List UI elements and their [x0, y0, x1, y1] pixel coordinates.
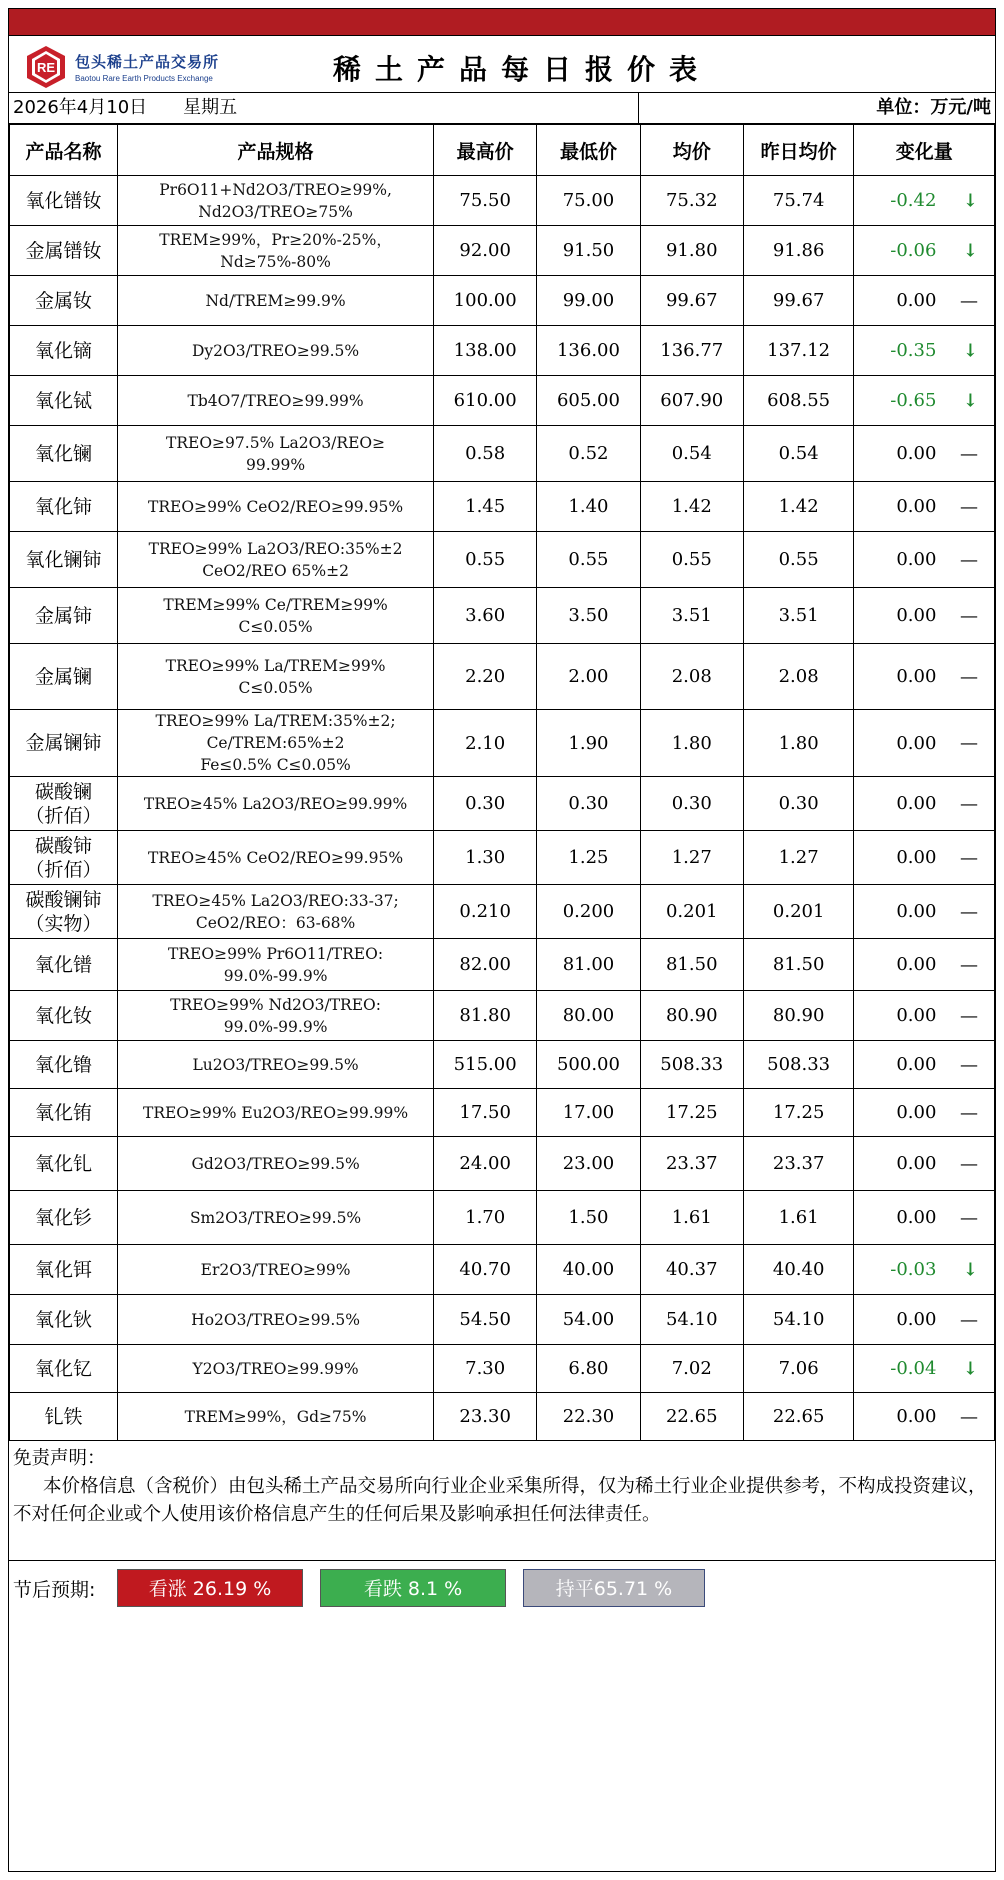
header-product-spec: 产品规格 — [118, 125, 434, 176]
change-cell — [854, 1089, 995, 1137]
avg-price-cell: 607.90 — [640, 376, 743, 426]
low-price-cell: 1.40 — [537, 482, 640, 532]
prev-avg-price-cell: 2.08 — [743, 644, 854, 710]
product-name-cell: 金属钕 — [10, 276, 118, 326]
low-price-cell: 6.80 — [537, 1345, 640, 1393]
table-row — [10, 831, 995, 885]
change-cell — [854, 588, 995, 644]
table-row — [10, 482, 995, 532]
change-value: 0.00 — [896, 732, 937, 754]
header-avg-price: 均价 — [640, 125, 743, 176]
change-value: 0.00 — [896, 549, 937, 570]
change-value: 0.00 — [896, 1054, 937, 1075]
flat-dash-icon: — — [960, 901, 978, 922]
change-value: 0.00 — [896, 954, 937, 975]
avg-price-cell: 7.02 — [640, 1345, 743, 1393]
low-price-cell: 40.00 — [537, 1245, 640, 1295]
table-row — [10, 885, 995, 939]
product-spec-cell: TREM≥99% Ce/TREM≥99% C≤0.05% — [118, 588, 434, 644]
change-value: 0.00 — [896, 1309, 937, 1330]
change-cell — [854, 1295, 995, 1345]
header-prev-avg-price: 昨日均价 — [743, 125, 854, 176]
product-spec-cell: TREO≥99% La/TREM≥99% C≤0.05% — [118, 644, 434, 710]
change-value: 0.00 — [896, 1005, 937, 1026]
high-price-cell: 54.50 — [434, 1295, 537, 1345]
flat-dash-icon: — — [960, 1102, 978, 1123]
product-spec-cell: Pr6O11+Nd2O3/TREO≥99%, Nd2O3/TREO≥75% — [118, 176, 434, 226]
product-spec-cell: Sm2O3/TREO≥99.5% — [118, 1191, 434, 1245]
down-arrow-icon: ↓ — [962, 190, 978, 211]
change-cell — [854, 777, 995, 831]
high-price-cell: 515.00 — [434, 1041, 537, 1089]
avg-price-cell: 1.42 — [640, 482, 743, 532]
prev-avg-price-cell: 1.42 — [743, 482, 854, 532]
table-row — [10, 777, 995, 831]
high-price-cell: 23.30 — [434, 1393, 537, 1441]
high-price-cell: 81.80 — [434, 991, 537, 1041]
product-name-cell: 氧化铈 — [10, 482, 118, 532]
product-spec-cell: TREO≥99% La2O3/REO:35%±2 CeO2/REO 65%±2 — [118, 532, 434, 588]
change-value: 0.00 — [896, 496, 937, 517]
change-cell — [854, 376, 995, 426]
prev-avg-price-cell: 7.06 — [743, 1345, 854, 1393]
product-spec-cell: TREO≥99% Eu2O3/REO≥99.99% — [118, 1089, 434, 1137]
header-high-price: 最高价 — [434, 125, 537, 176]
product-name-cell: 氧化镨 — [10, 939, 118, 991]
change-cell — [854, 226, 995, 276]
avg-price-cell: 0.201 — [640, 885, 743, 939]
high-price-cell: 75.50 — [434, 176, 537, 226]
price-table — [9, 124, 995, 1441]
avg-price-cell: 0.54 — [640, 426, 743, 482]
table-row — [10, 1295, 995, 1345]
avg-price-cell: 3.51 — [640, 588, 743, 644]
change-value: 0.00 — [896, 1102, 937, 1123]
flat-dash-icon: — — [960, 1406, 978, 1427]
change-value: 0.00 — [896, 1406, 937, 1427]
change-cell — [854, 1041, 995, 1089]
change-cell — [854, 532, 995, 588]
prev-avg-price-cell: 22.65 — [743, 1393, 854, 1441]
disclaimer-body: 本价格信息（含税价）由包头稀土产品交易所向行业企业采集所得，仅为稀土行业企业提供参考，不构成投资建议，不对任何企业或个人使用该价格信息产生的任何后果及影响承担任何法律责任。 — [13, 1476, 987, 1525]
prev-avg-price-cell: 80.90 — [743, 991, 854, 1041]
prev-avg-price-cell: 17.25 — [743, 1089, 854, 1137]
high-price-cell: 138.00 — [434, 326, 537, 376]
product-name-cell: 金属镧 — [10, 644, 118, 710]
table-row — [10, 176, 995, 226]
high-price-cell: 100.00 — [434, 276, 537, 326]
product-name-cell: 金属镨钕 — [10, 226, 118, 276]
change-value: -0.35 — [890, 340, 937, 361]
product-spec-cell: Dy2O3/TREO≥99.5% — [118, 326, 434, 376]
flat-dash-icon: — — [960, 793, 978, 814]
table-header-row — [10, 125, 995, 176]
change-cell — [854, 1245, 995, 1295]
high-price-cell: 1.45 — [434, 482, 537, 532]
prev-avg-price-cell: 23.37 — [743, 1137, 854, 1191]
flat-dash-icon: — — [960, 1005, 978, 1026]
product-spec-cell: Y2O3/TREO≥99.99% — [118, 1345, 434, 1393]
prev-avg-price-cell: 0.201 — [743, 885, 854, 939]
product-name-cell: 氧化镝 — [10, 326, 118, 376]
avg-price-cell: 17.25 — [640, 1089, 743, 1137]
product-name-cell: 碳酸铈 （折佰） — [10, 831, 118, 885]
high-price-cell: 24.00 — [434, 1137, 537, 1191]
prev-avg-price-cell: 81.50 — [743, 939, 854, 991]
down-arrow-icon: ↓ — [962, 1358, 978, 1379]
low-price-cell: 75.00 — [537, 176, 640, 226]
low-price-cell: 2.00 — [537, 644, 640, 710]
prev-avg-price-cell: 0.54 — [743, 426, 854, 482]
high-price-cell: 610.00 — [434, 376, 537, 426]
product-name-cell: 氧化铽 — [10, 376, 118, 426]
change-value: -0.03 — [890, 1259, 937, 1280]
logo-english-name: Baotou Rare Earth Products Exchange — [75, 74, 213, 83]
high-price-cell: 92.00 — [434, 226, 537, 276]
change-cell — [854, 426, 995, 482]
product-name-cell: 碳酸镧 （折佰） — [10, 777, 118, 831]
product-name-cell: 氧化镨钕 — [10, 176, 118, 226]
product-name-cell: 金属镧铈 — [10, 710, 118, 777]
avg-price-cell: 1.61 — [640, 1191, 743, 1245]
logo-chinese-name: 包头稀土产品交易所 — [75, 53, 220, 71]
disclaimer — [9, 1441, 995, 1561]
report-date: 2026年4月10日 — [13, 97, 148, 118]
table-row — [10, 1041, 995, 1089]
prev-avg-price-cell: 1.61 — [743, 1191, 854, 1245]
low-price-cell: 0.30 — [537, 777, 640, 831]
avg-price-cell: 136.77 — [640, 326, 743, 376]
low-price-cell: 0.200 — [537, 885, 640, 939]
table-row — [10, 1393, 995, 1441]
low-price-cell: 1.50 — [537, 1191, 640, 1245]
low-price-cell: 0.55 — [537, 532, 640, 588]
down-arrow-icon: ↓ — [962, 340, 978, 361]
prev-avg-price-cell: 54.10 — [743, 1295, 854, 1345]
avg-price-cell: 22.65 — [640, 1393, 743, 1441]
down-arrow-icon: ↓ — [962, 240, 978, 261]
change-cell — [854, 939, 995, 991]
forecast-down-badge: 看跌 8.1 % — [320, 1569, 506, 1607]
flat-dash-icon: — — [960, 1054, 978, 1075]
high-price-cell: 17.50 — [434, 1089, 537, 1137]
prev-avg-price-cell: 40.40 — [743, 1245, 854, 1295]
logo-mark: RE — [36, 60, 56, 75]
change-value: 0.00 — [896, 847, 937, 868]
high-price-cell: 0.30 — [434, 777, 537, 831]
product-name-cell: 氧化钬 — [10, 1295, 118, 1345]
product-spec-cell: TREO≥45% CeO2/REO≥99.95% — [118, 831, 434, 885]
prev-avg-price-cell: 1.80 — [743, 710, 854, 777]
prev-avg-price-cell: 0.55 — [743, 532, 854, 588]
avg-price-cell: 54.10 — [640, 1295, 743, 1345]
low-price-cell: 1.25 — [537, 831, 640, 885]
header-product-name: 产品名称 — [10, 125, 118, 176]
avg-price-cell: 1.80 — [640, 710, 743, 777]
flat-dash-icon: — — [960, 290, 978, 311]
forecast-row — [9, 1561, 995, 1615]
change-value: 0.00 — [896, 1207, 937, 1228]
down-arrow-icon: ↓ — [962, 1259, 978, 1280]
top-red-bar — [9, 9, 995, 36]
product-spec-cell: TREO≥99% La/TREM:35%±2; Ce/TREM:65%±2 Fe≤0.5% C≤0.05% — [118, 710, 434, 777]
flat-dash-icon: — — [960, 954, 978, 975]
product-spec-cell: Nd/TREM≥99.9% — [118, 276, 434, 326]
avg-price-cell: 81.50 — [640, 939, 743, 991]
forecast-flat-badge: 持平65.71 % — [523, 1569, 705, 1607]
product-name-cell: 氧化镥 — [10, 1041, 118, 1089]
product-name-cell: 氧化钕 — [10, 991, 118, 1041]
low-price-cell: 81.00 — [537, 939, 640, 991]
forecast-up-badge: 看涨 26.19 % — [117, 1569, 303, 1607]
product-name-cell: 氧化镧 — [10, 426, 118, 482]
table-row — [10, 710, 995, 777]
title-row — [9, 36, 995, 93]
flat-dash-icon: — — [960, 732, 978, 754]
high-price-cell: 1.30 — [434, 831, 537, 885]
avg-price-cell: 80.90 — [640, 991, 743, 1041]
high-price-cell: 82.00 — [434, 939, 537, 991]
prev-avg-price-cell: 75.74 — [743, 176, 854, 226]
low-price-cell: 136.00 — [537, 326, 640, 376]
table-row — [10, 644, 995, 710]
product-spec-cell: TREO≥99% Nd2O3/TREO: 99.0%-99.9% — [118, 991, 434, 1041]
table-row — [10, 532, 995, 588]
change-cell — [854, 710, 995, 777]
prev-avg-price-cell: 137.12 — [743, 326, 854, 376]
change-value: 0.00 — [896, 290, 937, 311]
avg-price-cell: 1.27 — [640, 831, 743, 885]
low-price-cell: 500.00 — [537, 1041, 640, 1089]
change-value: -0.04 — [890, 1358, 937, 1379]
table-row — [10, 1137, 995, 1191]
avg-price-cell: 2.08 — [640, 644, 743, 710]
avg-price-cell: 91.80 — [640, 226, 743, 276]
change-value: 0.00 — [896, 793, 937, 814]
change-value: -0.06 — [890, 240, 937, 261]
page-title: 稀土产品每日报价表 — [332, 53, 711, 86]
table-row — [10, 1089, 995, 1137]
change-value: 0.00 — [896, 666, 937, 687]
prev-avg-price-cell: 1.27 — [743, 831, 854, 885]
change-value: 0.00 — [896, 901, 937, 922]
avg-price-cell: 0.55 — [640, 532, 743, 588]
down-arrow-icon: ↓ — [962, 390, 978, 411]
product-name-cell: 钆铁 — [10, 1393, 118, 1441]
table-row — [10, 276, 995, 326]
low-price-cell: 80.00 — [537, 991, 640, 1041]
change-cell — [854, 276, 995, 326]
avg-price-cell: 0.30 — [640, 777, 743, 831]
change-cell — [854, 176, 995, 226]
flat-dash-icon: — — [960, 549, 978, 570]
prev-avg-price-cell: 608.55 — [743, 376, 854, 426]
avg-price-cell: 23.37 — [640, 1137, 743, 1191]
price-sheet — [8, 8, 996, 1872]
low-price-cell: 0.52 — [537, 426, 640, 482]
table-row — [10, 326, 995, 376]
product-name-cell: 氧化铕 — [10, 1089, 118, 1137]
table-row — [10, 426, 995, 482]
table-row — [10, 226, 995, 276]
change-cell — [854, 326, 995, 376]
high-price-cell: 3.60 — [434, 588, 537, 644]
change-cell — [854, 1137, 995, 1191]
report-weekday: 星期五 — [183, 97, 238, 118]
change-cell — [854, 482, 995, 532]
table-row — [10, 588, 995, 644]
flat-dash-icon: — — [960, 443, 978, 464]
table-row — [10, 1245, 995, 1295]
low-price-cell: 605.00 — [537, 376, 640, 426]
change-value: -0.65 — [890, 390, 937, 411]
product-spec-cell: Ho2O3/TREO≥99.5% — [118, 1295, 434, 1345]
high-price-cell: 0.210 — [434, 885, 537, 939]
product-spec-cell: TREO≥99% CeO2/REO≥99.95% — [118, 482, 434, 532]
product-name-cell: 氧化钇 — [10, 1345, 118, 1393]
high-price-cell: 0.55 — [434, 532, 537, 588]
price-unit: 单位：万元/吨 — [876, 97, 991, 118]
high-price-cell: 1.70 — [434, 1191, 537, 1245]
table-row — [10, 1191, 995, 1245]
disclaimer-title: 免责声明： — [13, 1448, 106, 1469]
change-cell — [854, 991, 995, 1041]
prev-avg-price-cell: 508.33 — [743, 1041, 854, 1089]
low-price-cell: 17.00 — [537, 1089, 640, 1137]
prev-avg-price-cell: 91.86 — [743, 226, 854, 276]
header-low-price: 最低价 — [537, 125, 640, 176]
flat-dash-icon: — — [960, 1153, 978, 1174]
change-cell — [854, 1191, 995, 1245]
flat-dash-icon: — — [960, 496, 978, 517]
product-spec-cell: TREO≥45% La2O3/REO≥99.99% — [118, 777, 434, 831]
flat-dash-icon: — — [960, 605, 978, 626]
header-change: 变化量 — [854, 125, 995, 176]
flat-dash-icon: — — [960, 666, 978, 687]
product-spec-cell: TREM≥99%，Pr≥20%-25%， Nd≥75%-80% — [118, 226, 434, 276]
low-price-cell: 91.50 — [537, 226, 640, 276]
low-price-cell: 3.50 — [537, 588, 640, 644]
low-price-cell: 23.00 — [537, 1137, 640, 1191]
high-price-cell: 0.58 — [434, 426, 537, 482]
prev-avg-price-cell: 0.30 — [743, 777, 854, 831]
change-cell — [854, 831, 995, 885]
avg-price-cell: 508.33 — [640, 1041, 743, 1089]
table-row — [10, 376, 995, 426]
product-name-cell: 氧化镧铈 — [10, 532, 118, 588]
change-cell — [854, 1393, 995, 1441]
high-price-cell: 2.20 — [434, 644, 537, 710]
product-spec-cell: Tb4O7/TREO≥99.99% — [118, 376, 434, 426]
forecast-label: 节后预期: — [13, 1579, 96, 1601]
product-name-cell: 氧化钆 — [10, 1137, 118, 1191]
prev-avg-price-cell: 3.51 — [743, 588, 854, 644]
avg-price-cell: 99.67 — [640, 276, 743, 326]
date-row — [9, 93, 995, 124]
low-price-cell: 54.00 — [537, 1295, 640, 1345]
avg-price-cell: 40.37 — [640, 1245, 743, 1295]
avg-price-cell: 75.32 — [640, 176, 743, 226]
change-value: 0.00 — [896, 605, 937, 626]
high-price-cell: 40.70 — [434, 1245, 537, 1295]
change-cell — [854, 885, 995, 939]
low-price-cell: 99.00 — [537, 276, 640, 326]
flat-dash-icon: — — [960, 847, 978, 868]
table-row — [10, 1345, 995, 1393]
high-price-cell: 2.10 — [434, 710, 537, 777]
product-spec-cell: TREO≥97.5% La2O3/REO≥ 99.99% — [118, 426, 434, 482]
change-cell — [854, 1345, 995, 1393]
flat-dash-icon: — — [960, 1207, 978, 1228]
change-value: -0.42 — [890, 190, 937, 211]
low-price-cell: 22.30 — [537, 1393, 640, 1441]
product-spec-cell: Lu2O3/TREO≥99.5% — [118, 1041, 434, 1089]
product-name-cell: 金属铈 — [10, 588, 118, 644]
product-spec-cell: TREM≥99%，Gd≥75% — [118, 1393, 434, 1441]
product-spec-cell: Er2O3/TREO≥99% — [118, 1245, 434, 1295]
product-name-cell: 氧化铒 — [10, 1245, 118, 1295]
change-cell — [854, 644, 995, 710]
change-value: 0.00 — [896, 1153, 937, 1174]
product-spec-cell: Gd2O3/TREO≥99.5% — [118, 1137, 434, 1191]
change-value: 0.00 — [896, 443, 937, 464]
product-spec-cell: TREO≥99% Pr6O11/TREO: 99.0%-99.9% — [118, 939, 434, 991]
product-name-cell: 碳酸镧铈 （实物） — [10, 885, 118, 939]
product-name-cell: 氧化钐 — [10, 1191, 118, 1245]
product-spec-cell: TREO≥45% La2O3/REO:33-37; CeO2/REO：63-68% — [118, 885, 434, 939]
flat-dash-icon: — — [960, 1309, 978, 1330]
table-row — [10, 991, 995, 1041]
table-row — [10, 939, 995, 991]
low-price-cell: 1.90 — [537, 710, 640, 777]
prev-avg-price-cell: 99.67 — [743, 276, 854, 326]
high-price-cell: 7.30 — [434, 1345, 537, 1393]
